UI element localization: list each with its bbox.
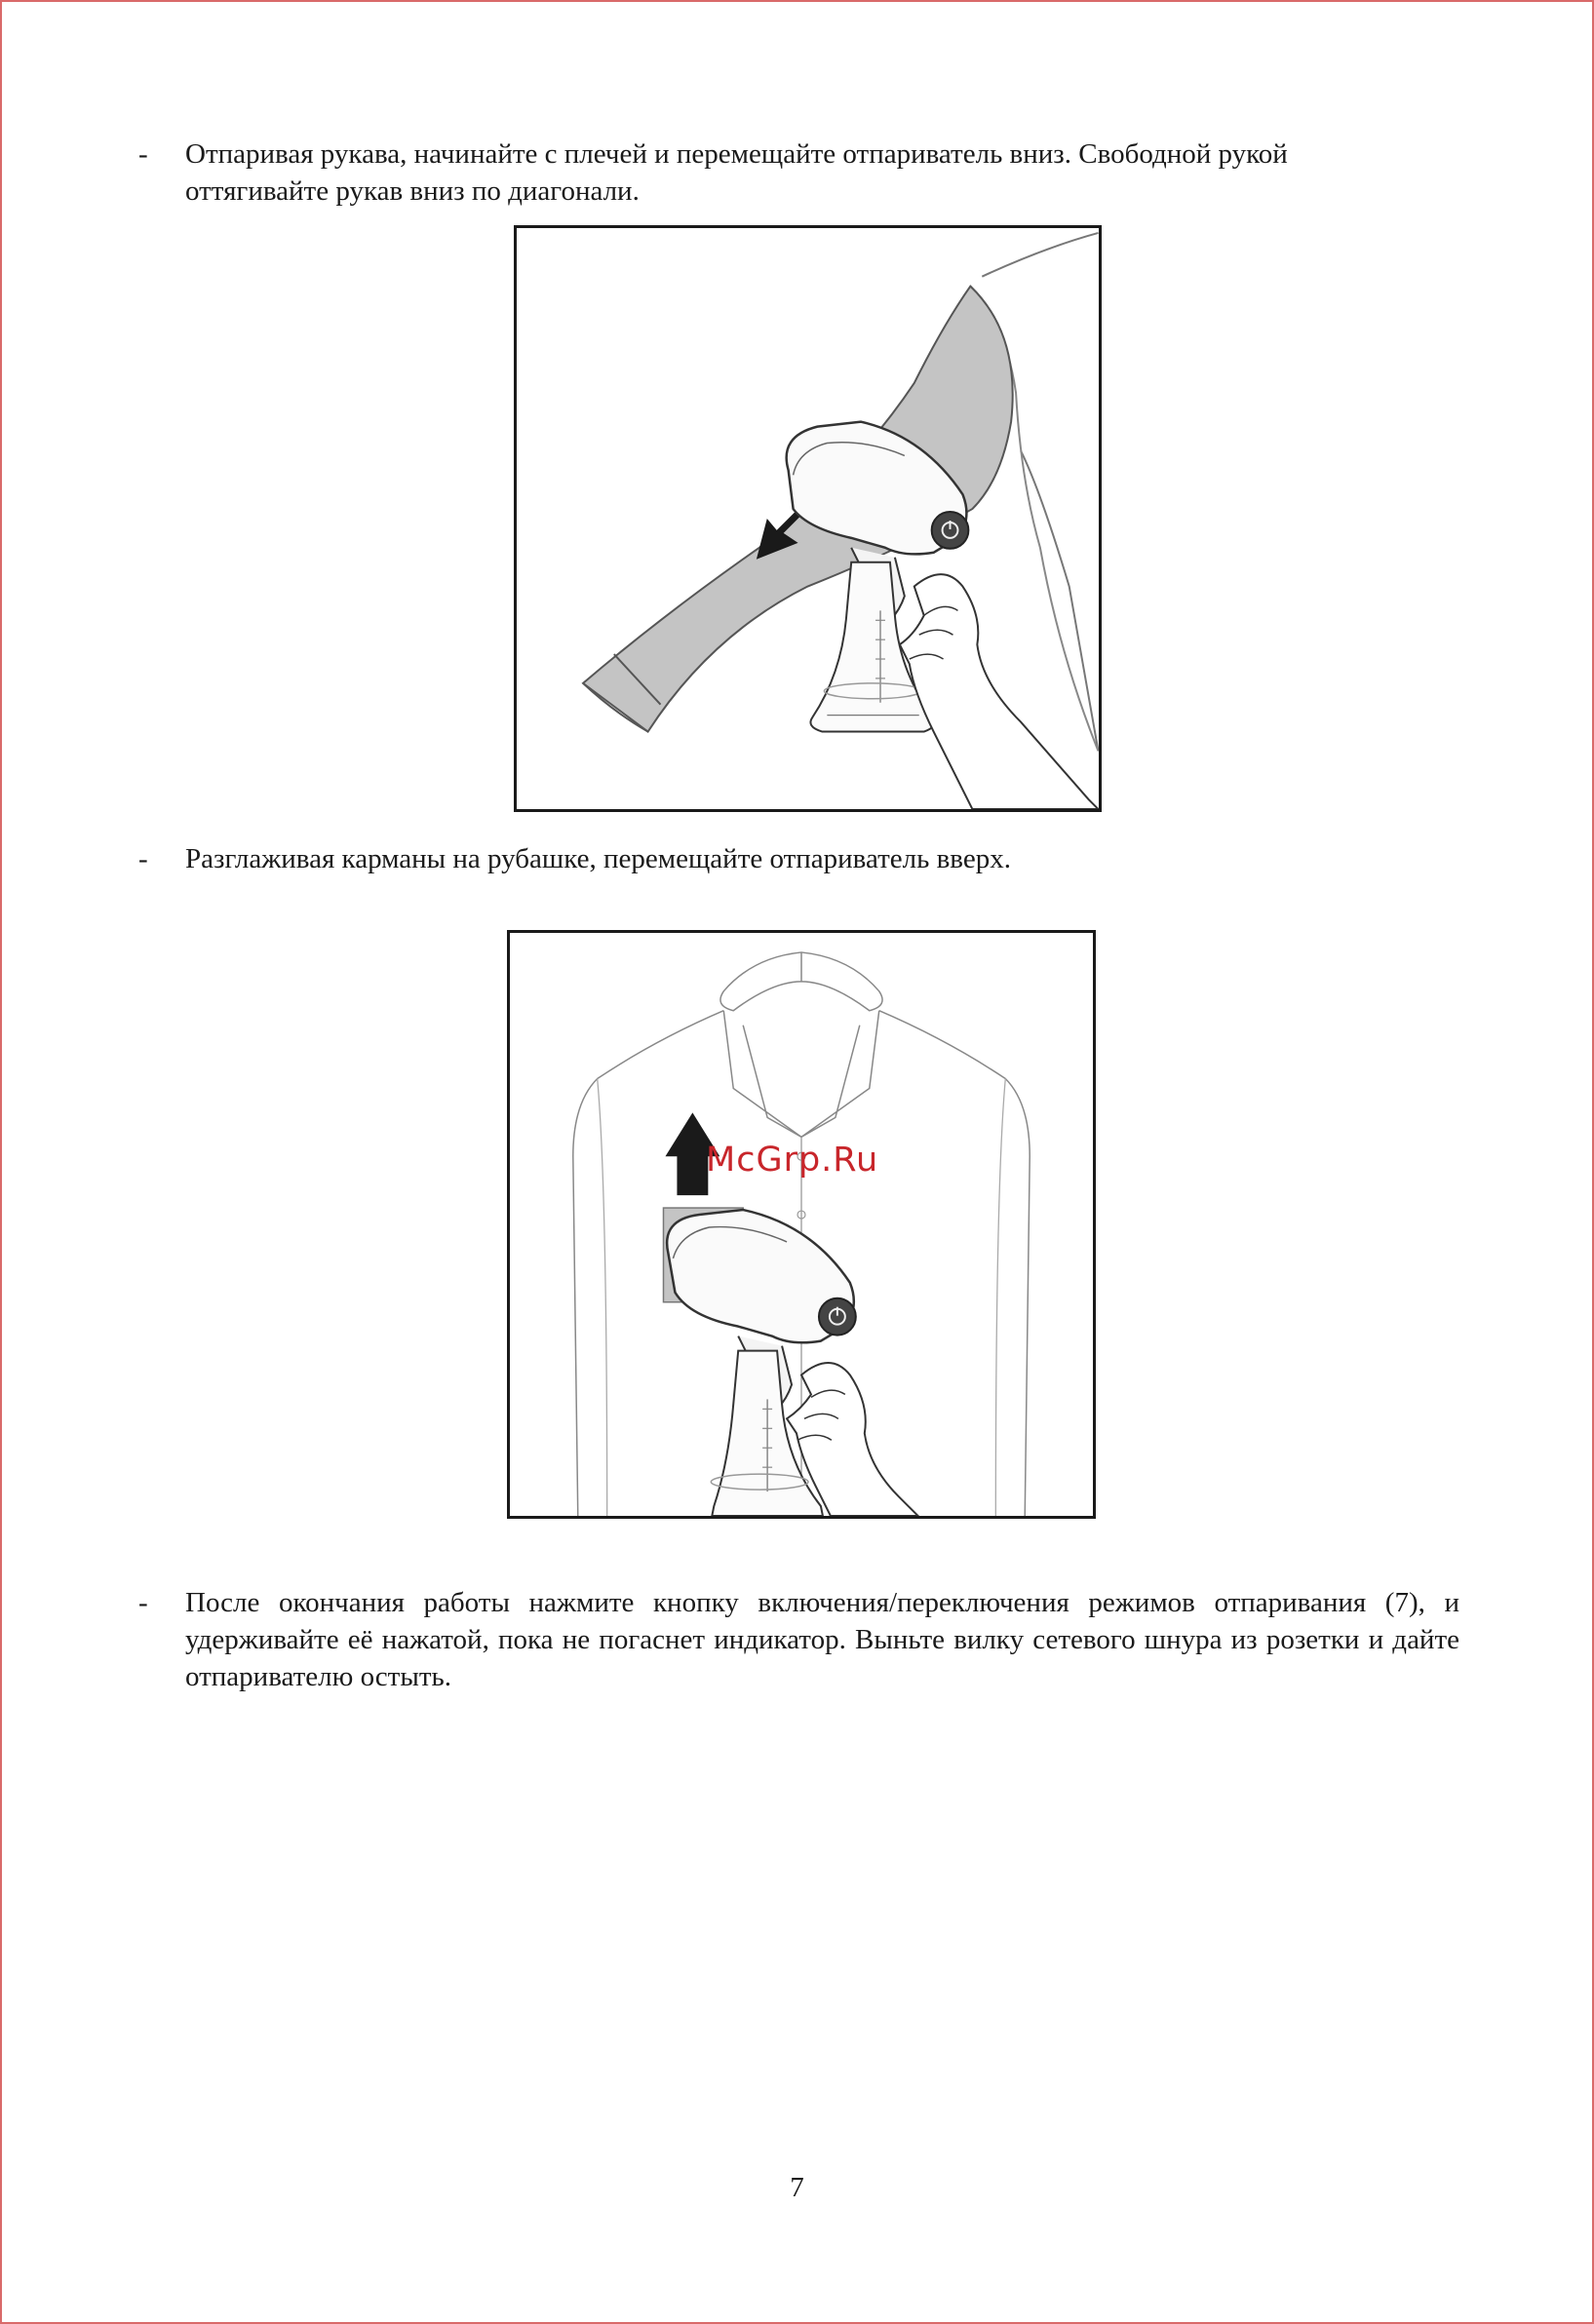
- bullet-marker: -: [138, 1587, 148, 1618]
- bullet-marker: -: [138, 138, 148, 170]
- instruction-sleeve: [138, 136, 1435, 210]
- shirt-drawing: [510, 933, 1093, 1516]
- instruction-text: Отпаривая рукава, начинайте с плечей и перемещайте отпариватель вниз. Свободной рукой оттягивайте рукав вниз по диагонали.: [185, 138, 1288, 207]
- power-button-icon: [819, 1298, 856, 1336]
- instruction-pocket: [138, 840, 1459, 877]
- bullet-marker: -: [138, 843, 148, 874]
- page-number: 7: [790, 2172, 804, 2203]
- pocket-steaming-illustration: [507, 930, 1096, 1519]
- sleeve-drawing: [517, 228, 1099, 809]
- hand: [900, 574, 1099, 809]
- power-button-icon: [932, 512, 969, 549]
- instruction-text: После окончания работы нажмите кнопку включения/переключения режимов отпаривания (7), и удерживайте её нажатой, пока не погаснет индикатор. Выньте вилку сетевого шнура из розетки и дайте отпаривателю остыть.: [185, 1587, 1459, 1692]
- instruction-power-off: [138, 1584, 1459, 1695]
- watermark: McGrp.Ru: [706, 1141, 879, 1180]
- instruction-text: Разглаживая карманы на рубашке, перемещайте отпариватель вверх.: [185, 843, 1011, 874]
- sleeve-steaming-illustration: [514, 225, 1102, 812]
